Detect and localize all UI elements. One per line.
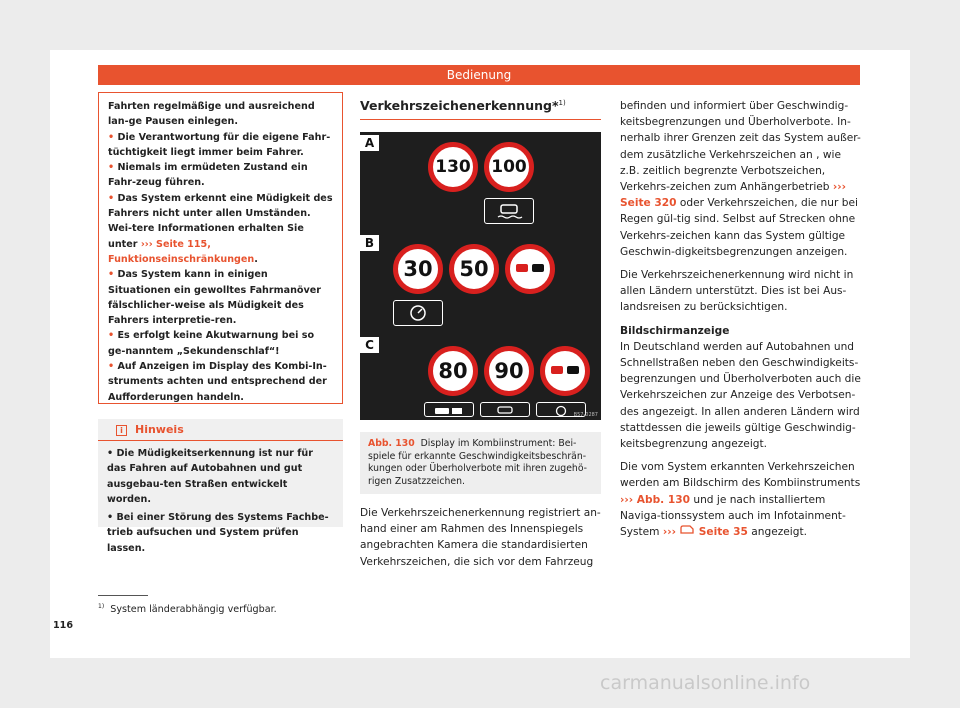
hint-item: • Die Müdigkeitserkennung ist nur für das Fahren auf Autobahnen und gut ausgebau-ten Straßen entwickelt worden. xyxy=(107,448,313,505)
speed-limit-sign: 50 xyxy=(449,244,499,294)
no-overtaking-sign xyxy=(505,244,555,294)
clock-icon xyxy=(394,301,442,325)
page-link[interactable]: ››› Seite 115, Funktionseinschränkungen xyxy=(108,238,255,265)
trailer-icon xyxy=(425,405,473,418)
paragraph: befinden und informiert über Geschwindig-keitsbegrenzungen und Überholverbote. In-nerhalb ihrer Grenzen zeit das System außer-dem zusätzliche Verkehrszeichen an , wie z.B. zeitlich begrenzte Verbotszeichen, Verkehrs-zeichen zum Anhängerbetrieb ››› Seite 320 oder Verkehrszeichen, die nur bei Regen gül-tig sind. Selbst auf Strecken ohne Verkehrs-zeichen kann das System gültige Geschwin-digkeitsbegrenzungen anzeigen. xyxy=(620,100,861,258)
warning-item: • Auf Anzeigen im Display des Kombi-In-struments achten und entsprechend der Aufforderungen handeln. xyxy=(108,361,327,403)
section-header: Bedienung xyxy=(98,65,860,85)
subheading: Bildschirmanzeige xyxy=(620,324,730,337)
figure-link[interactable]: ››› Abb. 130 xyxy=(620,493,690,506)
display-figure xyxy=(360,132,601,420)
speed-limit-sign: 30 xyxy=(393,244,443,294)
warning-item: • Die Verantwortung für die eigene Fahr-tüchtigkeit liegt immer beim Fahrer. xyxy=(108,131,331,158)
hint-header: i Hinweis xyxy=(98,419,343,441)
speed-limit-sign: 80 xyxy=(428,346,478,396)
warning-item: • Das System kann in einigen Situationen ein gewolltes Fahrmanöver fälschlicher-weise als Müdigkeit des Fahrers interpretie-ren. xyxy=(108,269,321,327)
warning-item: • Das System erkennt eine Müdigkeit des Fahrers nicht unter allen Umständen. Wei-tere Informationen erhalten Sie unter ››› Seite 115, Funktionseinschränkungen. xyxy=(108,192,333,265)
figure-code: B57-0287 xyxy=(573,412,598,418)
figure-caption: Abb. 130 Display im Kombiinstrument: Bei-spiele für erkannte Geschwindigkeitsbeschrän-kungen oder Überholverbote mit ihren zugehö-rigen Zusatzzeichen. xyxy=(360,432,601,494)
right-column xyxy=(620,98,862,547)
warning-item: • Es erfolgt keine Akutwarnung bei so ge-nanntem „Sekundenschlaf“! xyxy=(108,330,315,357)
watermark: carmanualsonline.info xyxy=(600,672,811,694)
supplementary-sign xyxy=(393,300,443,326)
wet-road-icon xyxy=(485,199,533,223)
info-icon: i xyxy=(116,425,127,436)
supplementary-sign xyxy=(424,402,474,417)
speed-limit-sign: 100 xyxy=(484,142,534,192)
no-overtaking-icon xyxy=(545,351,585,391)
warning-item: • Niemals im ermüdeten Zustand ein Fahr-zeug führen. xyxy=(108,162,308,189)
hint-body xyxy=(98,441,343,556)
warning-box xyxy=(98,92,343,404)
manual-page xyxy=(50,50,910,658)
no-overtaking-icon xyxy=(510,249,550,289)
figure-label-c: C xyxy=(360,337,379,353)
page-link[interactable]: Seite 35 xyxy=(698,526,748,539)
wet-road-icon xyxy=(481,405,529,418)
paragraph: Die Verkehrszeichenerkennung wird nicht in allen Ländern unterstützt. Dies ist bei Aus-landsreisen zu berücksichtigen. xyxy=(620,269,854,314)
footnote: $^{1)}$ System länderabhängig verfügbar. xyxy=(98,603,277,616)
paragraph: Die vom System erkannten Verkehrszeichen werden am Bildschirm des Kombiinstruments ››› Abb. 130 und je nach installiertem Naviga-tionssystem auch im Infotainment-System ››› Seite 35 angezeigt. xyxy=(620,461,861,539)
page-number: 116 xyxy=(53,620,74,631)
supplementary-sign xyxy=(484,198,534,224)
no-overtaking-sign xyxy=(540,346,590,396)
speed-limit-sign: 90 xyxy=(484,346,534,396)
hint-box xyxy=(98,419,343,554)
speed-limit-sign: 130 xyxy=(428,142,478,192)
hint-item: • Bei einer Störung des Systems Fachbe-trieb aufsuchen und System prüfen lassen. xyxy=(107,512,329,554)
infotainment-icon xyxy=(679,524,695,535)
warning-item: Fahrten regelmäßige und ausreichend lan-ge Pausen einlegen. xyxy=(108,101,315,128)
figure-label-b: B xyxy=(360,235,379,251)
footnote-divider xyxy=(98,595,148,596)
body-text: Die Verkehrszeichenerkennung registriert an-hand einer am Rahmen des Innenspiegels angebrachten Kamera die standardisierten Verkehrszeichen, die sich vor dem Fahrzeug xyxy=(360,507,601,568)
page-link[interactable]: ››› Seite 320 xyxy=(620,181,847,210)
supplementary-sign xyxy=(480,402,530,417)
section-title: Verkehrszeichenerkennung*$^{1)}$ xyxy=(360,98,601,120)
paragraph: In Deutschland werden auf Autobahnen und Schnellstraßen neben den Geschwindigkeits-begrenzungen und Überholverboten auch die Verkehrszeichen zur Anzeige des Verbotsen-des angezeigt. In allen anderen Ländern wird stattdessen die jeweils gültige Geschwindig-keitsbegrenzung angezeigt. xyxy=(620,340,861,451)
figure-label-a: A xyxy=(360,135,379,151)
